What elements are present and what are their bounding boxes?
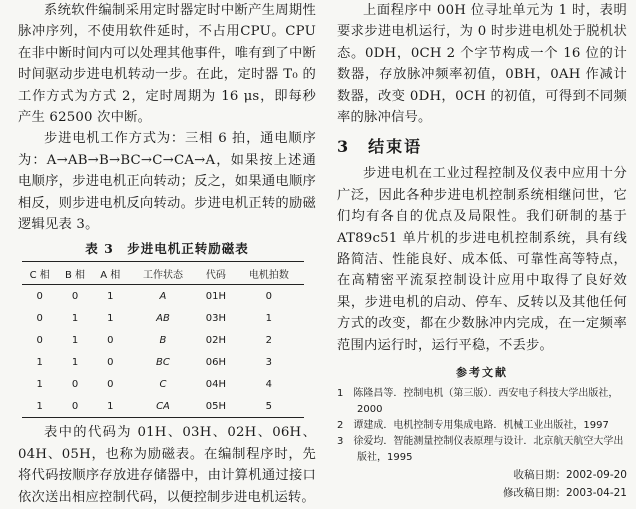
table-cell: B [159,334,167,346]
excitation-table [22,261,304,418]
body-paragraph: 上面程序中 00H 位寻址单元为 1 时，表明要求步进电机运行，为 0 时步进电机处于脱机状态。0DH，0CH 2 个字节构成一个 16 位的计数器，存放脉冲频率初值，0BH，0AH 作减计数器，改变 0DH，0CH 的初值，可得到不同频率的脉冲信号。 [337,3,627,126]
table-cell: CA [128,395,198,418]
table-cell: 06H [205,356,227,368]
references-heading: 参考文献 [456,366,508,380]
reference-item: 3 徐爱均．智能测量控制仪表原理与设计．北京航天航空大学出版社，1995 [337,436,624,464]
revised-date: 修改稿日期：2003-04-21 [502,487,627,500]
reference-item: 1 陈隆昌等．控制电机（第三版）．西安电子科技大学出版社，2000 [337,388,619,416]
body-paragraph: 步进电机工作方式为：三相 6 拍，通电顺序为：A→AB→B→BC→C→CA→A，如果按上述通电顺序，步进电机正向转动；反之，如果通电顺序相反，则步进电机反向转动。步进电机正转的励磁逻辑见表 3。 [18,131,316,233]
table-cell: 02H [205,334,227,346]
table-row [22,307,304,329]
table-cell: 1 [71,312,79,324]
table-row [22,395,304,418]
table-cell: 03H [205,312,227,324]
table-header-cell: 电机拍数 [234,262,304,285]
table-cell: 1 [36,378,43,390]
table-cell: 0 [71,290,79,302]
table-header-cell: B 相 [57,262,92,285]
table-cell: AB [156,312,170,324]
table-cell: 1 [71,356,79,368]
table-caption: 表 3 步进电机正转励磁表 [85,241,249,257]
table-cell: 0 [265,290,273,302]
body-paragraph: 步进电机在工业过程控制及仪表中应用十分广泛，因此各种步进电机控制系统相继问世，它们均有各自的优点及局限性。我们研制的基于AT89c51 单片机的步进电机控制系统，具有线路简洁、性能良好、成本低、可靠性高等特点，在高精密平流泵控制设计应用中取得了良好效果，步进电机的启动、停车、反转以及其他任何方式的改变，都在少数脉冲内完成，在一定频率范围内运行时，运行平稳，不丢步。 [337,166,627,353]
table-cell: 1 [107,312,114,324]
table-cell: 0 [57,395,92,418]
table-cell: 4 [265,378,273,390]
table-cell: 0 [36,290,43,302]
table-cell: 1 [93,395,128,418]
reference-item: 2 谭建成．电机控制专用集成电路．机械工业出版社，1997 [337,420,609,432]
table-cell: 1 [71,334,79,346]
table-row [22,373,304,395]
body-paragraph: 表中的代码为 01H、03H、02H、06H、04H、05H，也称为励磁表。在编制程序时，先将代码按顺序存放进存储器中，由计算机通过接口依次送出相应控制代码，以便控制步进电机运转。 [18,425,316,505]
table-cell: 0 [107,334,114,346]
right-column [337,0,627,502]
table-header-cell: A 相 [93,262,128,285]
table-header-cell: 工作状态 [128,262,198,285]
table-header-row [22,262,304,285]
table-cell: 1 [36,356,43,368]
table-cell: 2 [265,334,273,346]
section-title: 3 结束语 [337,137,423,157]
left-column [18,0,316,508]
table-cell: 04H [205,378,227,390]
table-cell: 5 [234,395,304,418]
table-cell: 0 [36,334,43,346]
table-header-cell: C 相 [22,262,57,285]
table-cell: 1 [107,290,114,302]
table-row [22,329,304,351]
table-cell: 0 [107,378,114,390]
body-paragraph: 系统软件编制采用定时器定时中断产生周期性脉冲序列，不使用软件延时，不占用CPU。CPU在非中断时间内可以处理其他事件，唯有到了中断时间驱动步进电机转动一步。在此，定时器 T₀ 的工作方式为方式 2，定时周期为 16 μs，即每秒产生 62500 次中断。 [18,3,316,126]
table-cell: BC [156,356,170,368]
table-row [22,351,304,373]
table-cell: 0 [36,312,43,324]
table-cell: 0 [107,356,114,368]
table-row [22,285,304,308]
table-cell: 05H [198,395,234,418]
table-header-cell: 代码 [198,262,234,285]
table-cell: A [159,290,167,302]
table-cell: C [159,378,167,390]
received-date: 收稿日期：2002-09-20 [513,469,627,482]
table-cell: 0 [71,378,79,390]
table-cell: 1 [22,395,57,418]
table-cell: 01H [205,290,227,302]
table-cell: 1 [265,312,273,324]
table-cell: 3 [265,356,273,368]
